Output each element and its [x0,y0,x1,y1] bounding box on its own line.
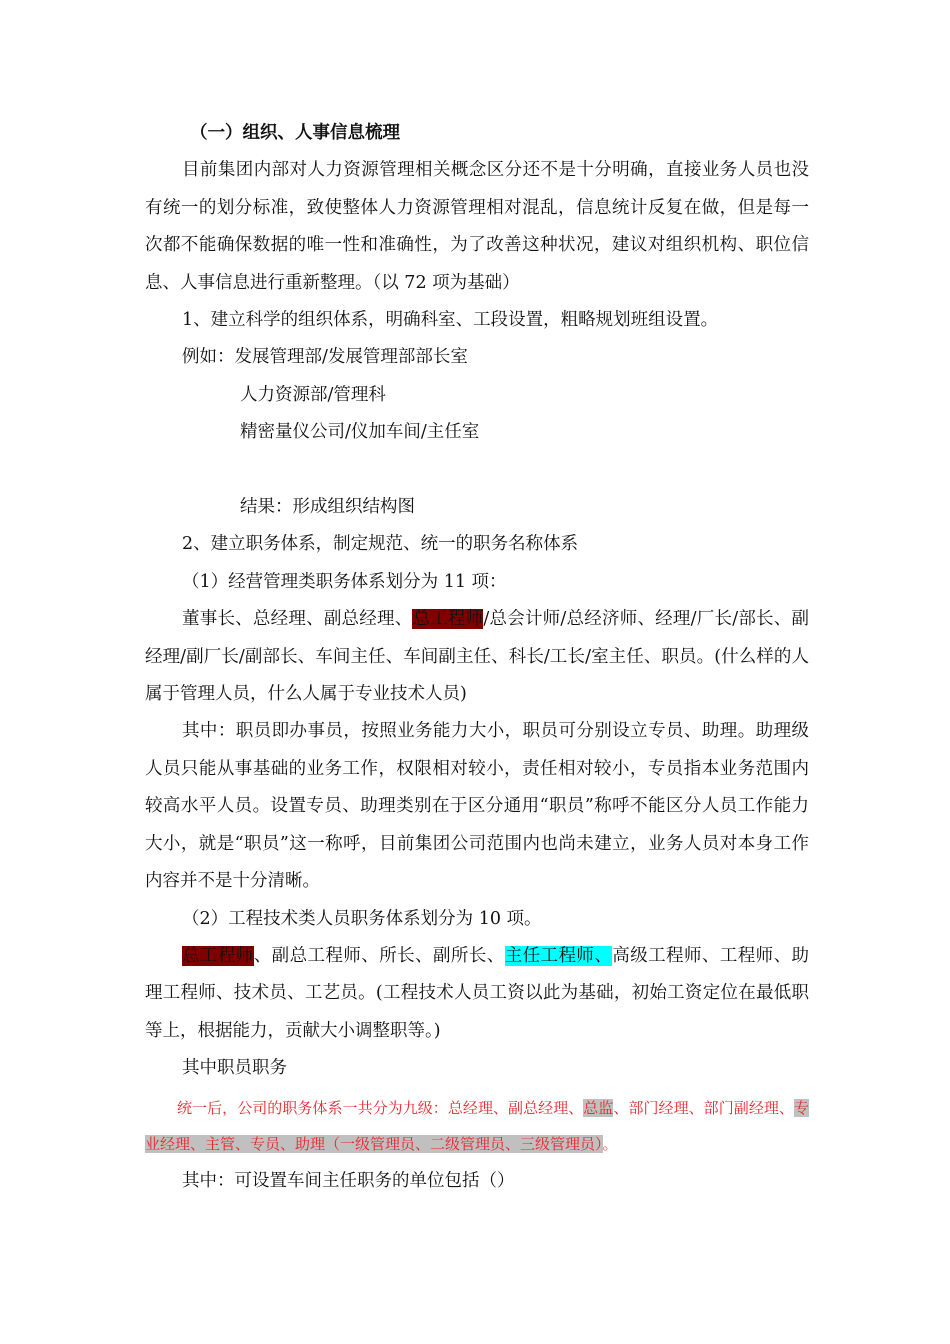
highlight-chief-engineer: 总工程师 [412,609,484,630]
last-line: 其中：可设置车间主任职务的单位包括（） [182,1170,515,1191]
sub-1-title: （1）经营管理类职务体系划分为 11 项： [182,571,507,592]
sub-2-text-mid: 、副总工程师、所长、副所长、 [253,945,505,966]
red-note-paragraph [145,1090,809,1163]
example-line-1: 例如：发展管理部/发展管理部部长室 [182,347,468,368]
result-line: 结果：形成组织结构图 [240,497,415,518]
red-text-end: 。 [602,1135,618,1154]
highlight-manager-list: 专业经理、主管、专员、助理（一级管理员、二级管理员、三级管理员） [145,1098,809,1154]
blank-line [145,452,809,489]
note-paragraph: 其中：职员即办事员，按照业务能力大小，职员可分别设立专员、助理。助理级人员只能从事基础的业务工作，权限相对较小，责任相对较小，专员指本业务范围内较高水平人员。设置专员、助理类别在于区分通用“职员”称呼不能区分人员工作能力大小，就是“职员”这一称呼，目前集团公司范围内也尚未建立，业务人员对本身工作内容并不是十分清晰。 [145,721,809,892]
red-text-mid: 、部门经理、部门副经理、 [613,1098,794,1117]
sub-2-paragraph [145,938,809,1050]
sub-1-text-before: 董事长、总经理、副总经理、 [182,609,413,630]
red-text-before: 统一后，公司的职务体系一共分为九级：总经理、副总经理、 [177,1098,584,1117]
sub-1-text-after: /总会计师/总经济师、经理/厂长/部长、副经理/副厂长/副部长、车间主任、车间副主任、科长/工长/室主任、职员。(什么样的人属于管理人员，什么人属于专业技术人员) [145,609,810,705]
highlight-chief-engineer-2: 总工程师 [182,945,254,966]
item-1-paragraph: 1、建立科学的组织体系，明确科室、工段设置，粗略规划班组设置。 [182,310,719,331]
section-heading: （一）组织、人事信息梳理 [190,123,400,143]
sub-1-paragraph [145,601,809,713]
sub-2-text-after: 高级工程师、工程师、助理工程师、技术员、工艺员。(工程技术人员工资以此为基础，初始工资定位在最低职等上，根据能力，贡献大小调整职等。) [145,945,810,1041]
highlight-director: 总监 [583,1098,614,1117]
staff-duty-line: 其中职员职务 [182,1058,287,1079]
document-body [145,115,809,1200]
sub-2-title: （2）工程技术类人员职务体系划分为 10 项。 [182,908,542,929]
highlight-director-engineer: 主任工程师、 [504,945,613,966]
intro-paragraph: 目前集团内部对人力资源管理相关概念区分还不是十分明确，直接业务人员也没有统一的划分标准，致使整体人力资源管理相对混乱，信息统计反复在做，但是每一次都不能确保数据的唯一性和准确性，为了改善这种状况，建议对组织机构、职位信息、人事信息进行重新整理。（以 72 项为基础） [145,160,809,293]
example-line-2: 人力资源部/管理科 [240,384,386,405]
item-2-paragraph: 2、建立职务体系，制定规范、统一的职务名称体系 [182,534,579,555]
example-line-3: 精密量仪公司/仪加车间/主任室 [240,422,480,443]
